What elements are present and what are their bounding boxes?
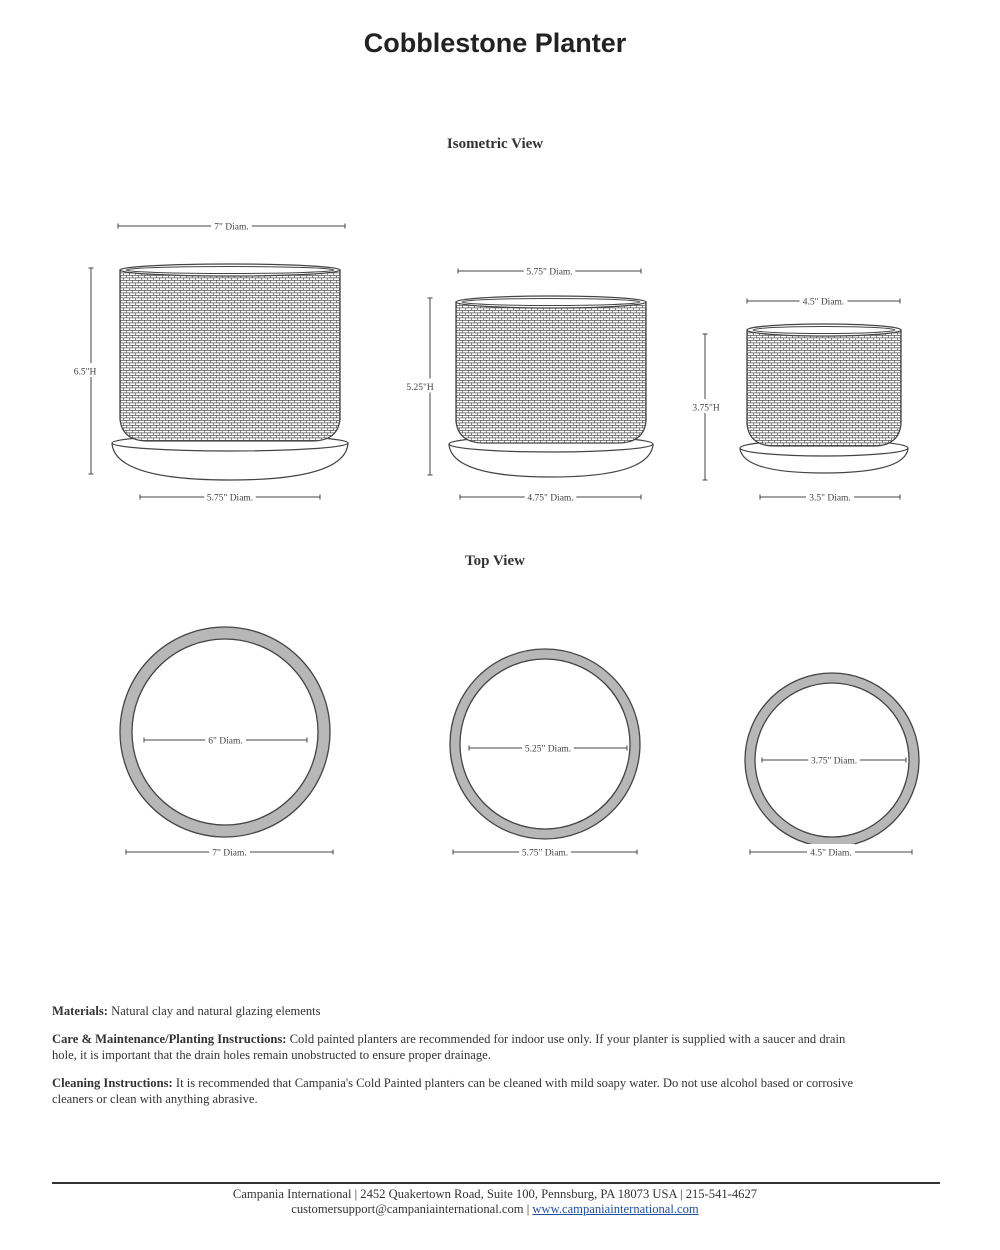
- isometric-view-heading: Isometric View: [446, 136, 544, 152]
- isometric-view: [67, 218, 908, 505]
- top-view-3: [745, 673, 919, 860]
- page-title: Cobblestone Planter: [363, 28, 627, 58]
- top-outer-diam-2-label: 5.75" Diam.: [521, 848, 569, 859]
- support-email: customersupport@campaniainternational.com: [291, 1202, 524, 1216]
- top-inner-diam-1-label: 6" Diam.: [208, 736, 243, 747]
- top-inner-diam-2-label: 5.25" Diam.: [524, 744, 572, 755]
- materials-note: Materials: Natural clay and natural glazing elements: [52, 1004, 321, 1018]
- top-inner-diam-3-label: 3.75" Diam.: [810, 756, 858, 767]
- iso-top-diam-2-label: 5.75" Diam.: [526, 267, 573, 278]
- company-address: Campania International | 2452 Quakertown Road, Suite 100, Pennsburg, PA 18073 USA | 215-541-4627: [232, 1187, 758, 1201]
- cleaning-note: Cleaning Instructions: It is recommended that Campania's Cold Painted planters can be cleaned with mild soapy water. Do not use alcohol based or corrosive cleaners or clean with anything abrasive.: [52, 1076, 854, 1106]
- footer-divider: [52, 1182, 940, 1184]
- iso-height-2-label: 5.25"H: [406, 383, 434, 393]
- footer: [0, 1187, 990, 1217]
- pot-body-3: [747, 330, 901, 446]
- top-view-heading: Top View: [465, 553, 525, 569]
- top-view: [120, 627, 919, 860]
- iso-height-1-label: 6.5"H: [73, 367, 97, 378]
- top-view-2: [450, 649, 640, 860]
- iso-top-diam-3-label: 4.5" Diam.: [802, 297, 845, 308]
- planter-3: [688, 293, 908, 505]
- product-notes: [52, 1003, 862, 1119]
- pot-body-2: [456, 302, 646, 443]
- footer-separator: |: [526, 1202, 530, 1216]
- iso-top-diam-1-label: 7" Diam.: [214, 222, 249, 233]
- pot-body-1: [120, 270, 340, 441]
- care-note: Care & Maintenance/Planting Instructions: Cold painted planters are recommended for indoor use only. If your planter is supplied with a saucer and drain hole, it is important that the drain holes remain unobstructed to ensure proper drainage.: [52, 1032, 846, 1062]
- planter-1: [67, 218, 348, 505]
- top-view-1: [120, 627, 333, 860]
- top-outer-diam-3-label: 4.5" Diam.: [810, 848, 852, 859]
- planter-2: [402, 263, 653, 505]
- iso-base-diam-1-label: 5.75" Diam.: [206, 493, 254, 504]
- iso-base-diam-3-label: 3.5" Diam.: [809, 493, 851, 504]
- website-link[interactable]: www.campaniainternational.com: [532, 1202, 699, 1216]
- iso-base-diam-2-label: 4.75" Diam.: [527, 493, 574, 504]
- top-outer-diam-1-label: 7" Diam.: [212, 848, 247, 859]
- iso-height-3-label: 3.75"H: [692, 403, 720, 414]
